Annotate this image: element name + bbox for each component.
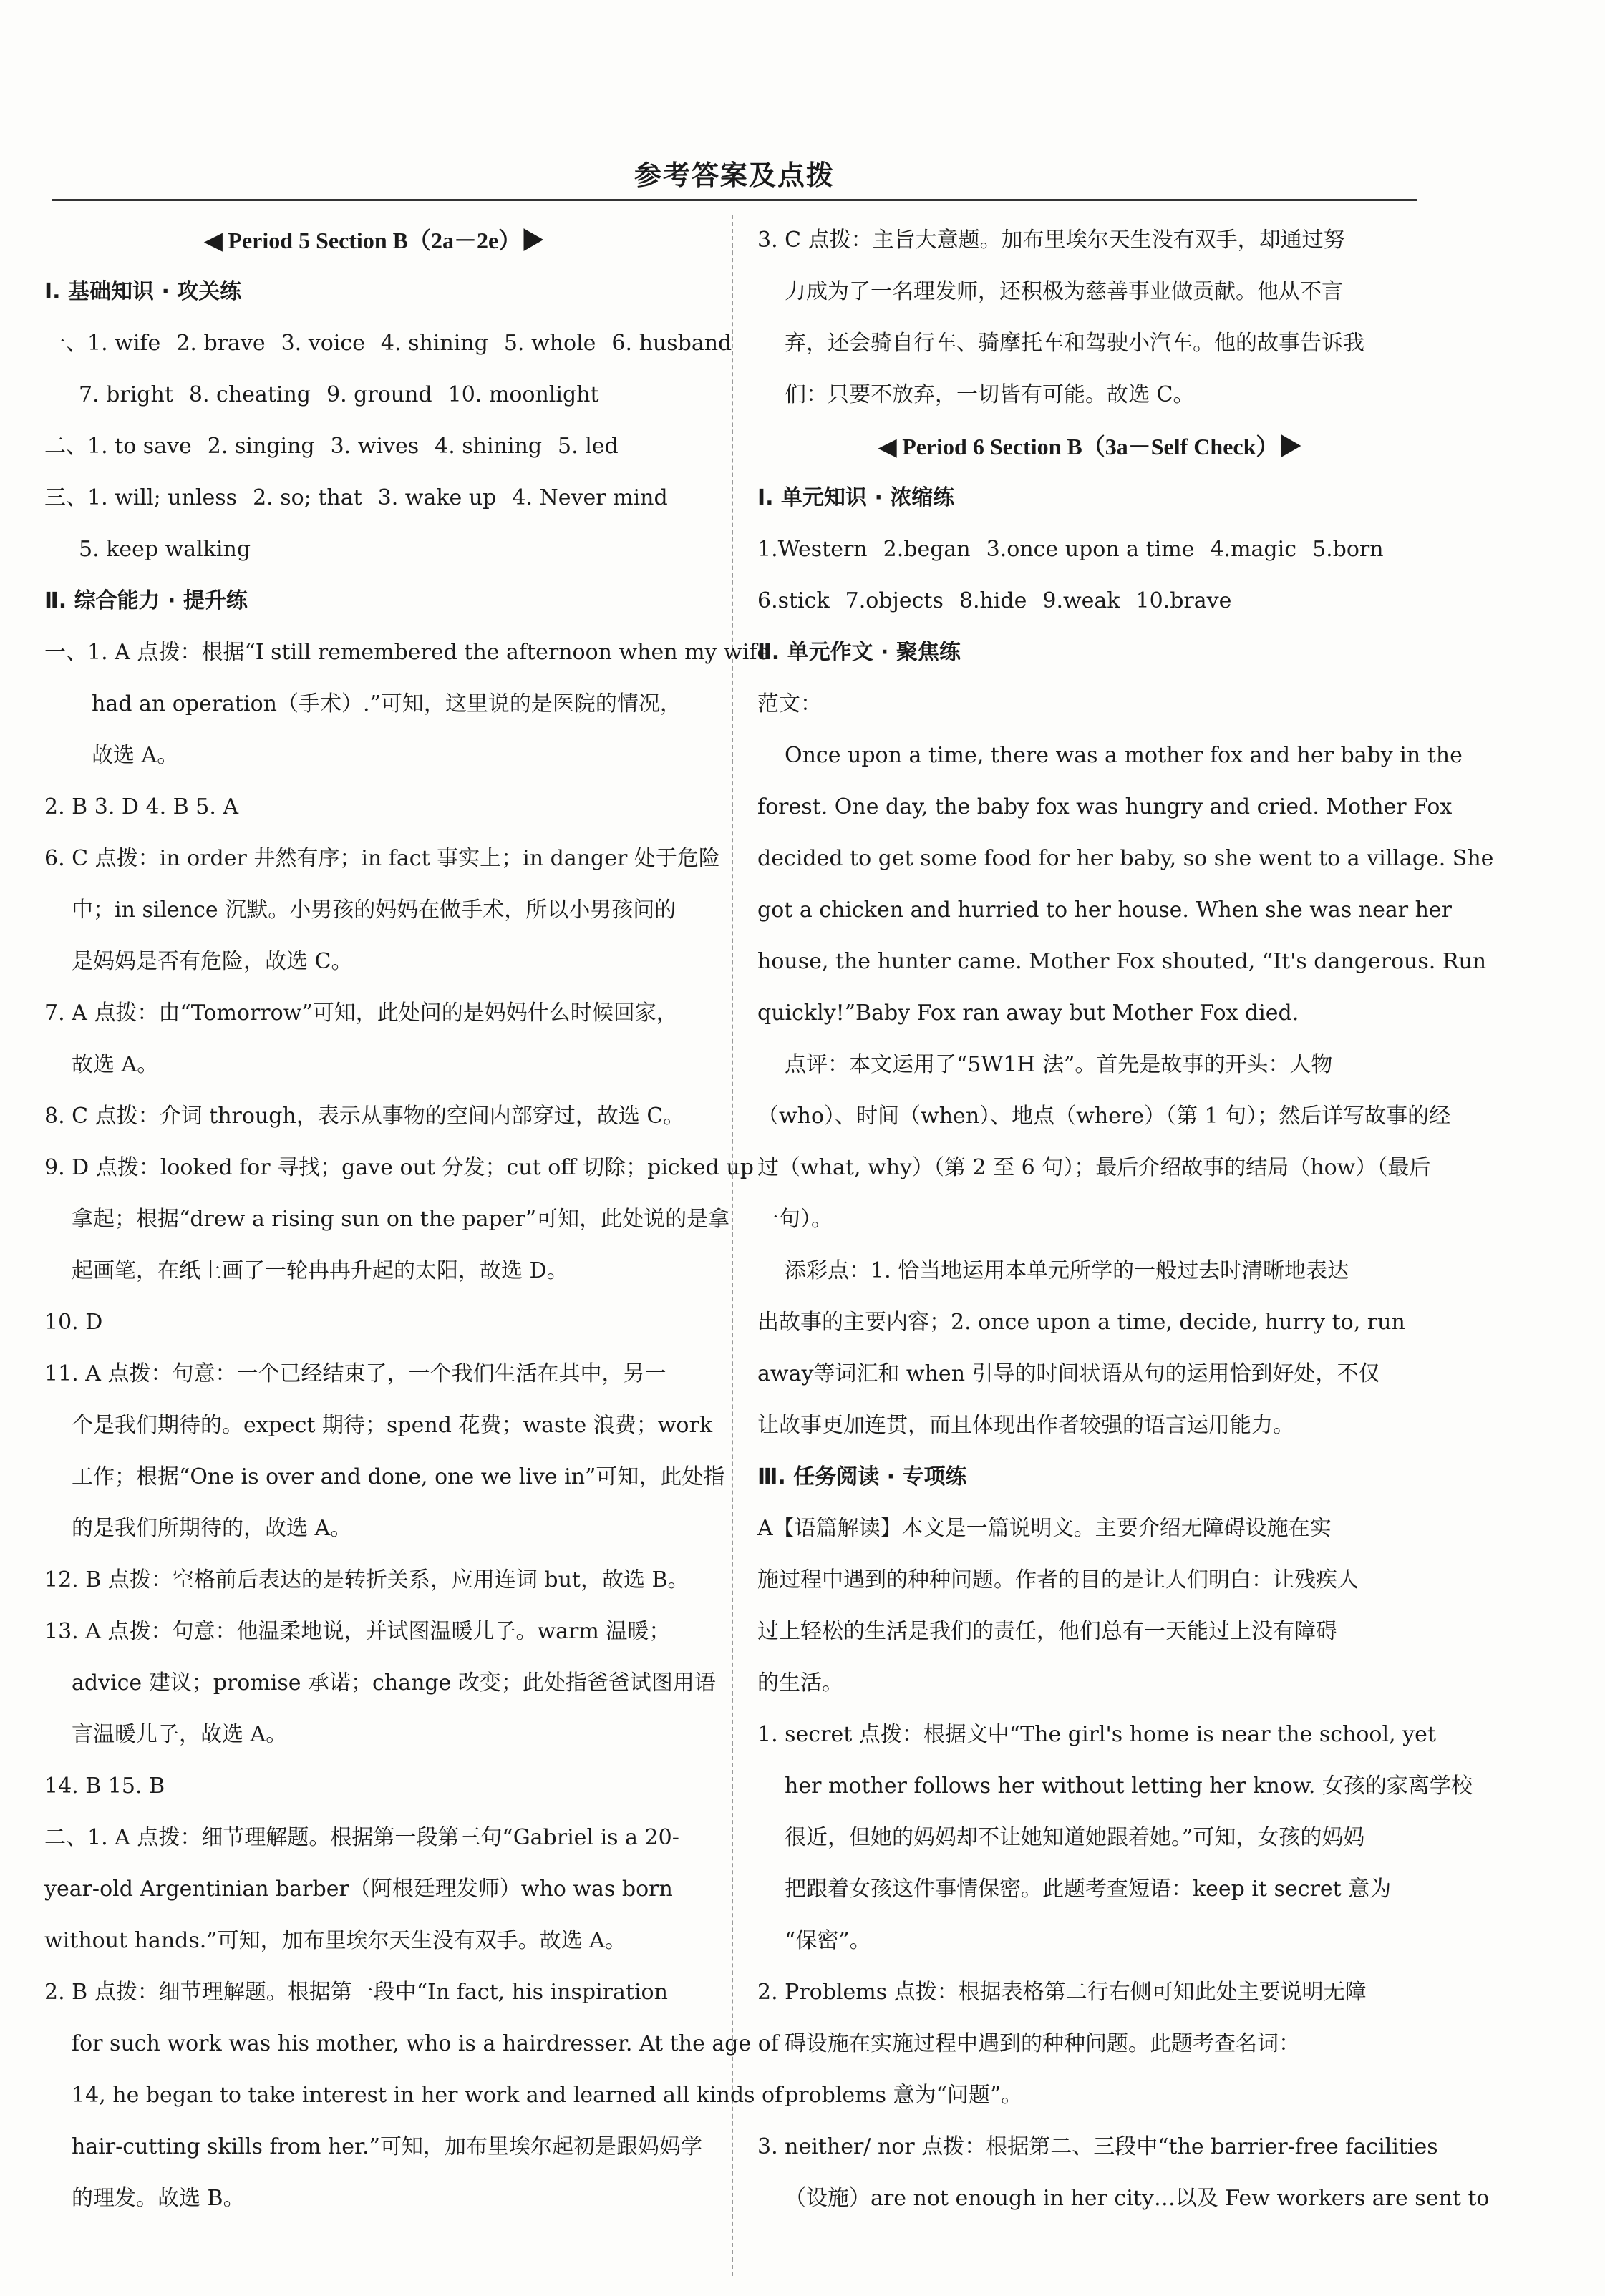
- section-heading: Ⅲ. 任务阅读 · 专项练: [757, 1464, 967, 1489]
- answer-line: 7. A 点拨：由“Tomorrow”可知，此处问的是妈妈什么时候回家，: [44, 1001, 678, 1026]
- answer-line: 工作；根据“One is over and done, one we live in”可知，此处指: [72, 1464, 725, 1489]
- answer-line: 3. C 点拨：主旨大意题。加布里埃尔天生没有双手，却通过努: [757, 228, 1345, 253]
- answer-line: problems 意为“问题”。: [785, 2083, 1023, 2108]
- answer-line: 很近，但她的妈妈却不让她知道她跟着她。”可知，女孩的妈妈: [785, 1825, 1365, 1850]
- model-essay-label: 范文：: [757, 691, 822, 716]
- answer-row: 6.stick 7.objects 8.hide 9.weak 10.brave: [757, 588, 1232, 613]
- answer-line: 起画笔，在纸上画了一轮冉冉升起的太阳，故选 D。: [72, 1258, 568, 1283]
- answer-line: 10. D: [44, 1310, 103, 1335]
- highlight-line: away等词汇和 when 引导的时间状语从句的运用恰到好处，不仅: [757, 1361, 1380, 1386]
- answer-line: “保密”。: [785, 1928, 871, 1953]
- answer-line: hair-cutting skills from her.”可知，加布里埃尔起初是跟妈妈学: [72, 2134, 702, 2159]
- passage-note-line: 施过程中遇到的种种问题。作者的目的是让人们明白：让残疾人: [757, 1567, 1359, 1592]
- answer-line: 2. B 3. D 4. B 5. A: [44, 794, 239, 819]
- essay-line: Once upon a time, there was a mother fox and her baby in the: [785, 743, 1463, 768]
- passage-note-line: A【语篇解读】本文是一篇说明文。主要介绍无障碍设施在实: [757, 1516, 1332, 1541]
- answer-line: 的理发。故选 B。: [72, 2186, 245, 2211]
- answer-line: for such work was his mother, who is a hairdresser. At the age of: [72, 2031, 779, 2056]
- section-heading: Ⅱ. 单元作文 · 聚焦练: [757, 640, 961, 665]
- answer-line: 把跟着女孩这件事情保密。此题考查短语：keep it secret 意为: [785, 1877, 1392, 1902]
- answer-line: 故选 A。: [72, 1052, 159, 1077]
- section-heading: Ⅰ. 单元知识 · 浓缩练: [757, 485, 955, 510]
- comment-line: 过（what, why）（第 2 至 6 句）；最后介绍故事的结局（how）（最后: [757, 1155, 1431, 1180]
- answer-line: 拿起；根据“drew a rising sun on the paper”可知，此处说的是拿: [72, 1207, 730, 1232]
- answer-line: 的是我们所期待的，故选 A。: [72, 1516, 352, 1541]
- answer-row: 5. keep walking: [79, 537, 251, 562]
- right-column: [757, 215, 1494, 2224]
- answer-line: 2. B 点拨：细节理解题。根据第一段中“In fact, his inspiration: [44, 1980, 668, 2005]
- answer-line: 9. D 点拨：looked for 寻找；gave out 分发；cut off 切除；picked up: [44, 1155, 754, 1180]
- answer-line: 力成为了一名理发师，还积极为慈善事业做贡献。他从不言: [785, 279, 1343, 304]
- essay-line: house, the hunter came. Mother Fox shouted, “It's dangerous. Run: [757, 949, 1487, 974]
- answer-line: 二、1. A 点拨：细节理解题。根据第一段第三句“Gabriel is a 20-: [44, 1825, 679, 1850]
- page-header: [52, 140, 1417, 201]
- answer-line: 12. B 点拨：空格前后表达的是转折关系，应用连词 but，故选 B。: [44, 1567, 689, 1592]
- answer-line: year-old Argentinian barber（阿根廷理发师）who was born: [44, 1877, 673, 1902]
- answer-line: （设施）are not enough in her city…以及 Few workers are sent to: [785, 2186, 1490, 2211]
- answer-line: 碍设施在实施过程中遇到的种种问题。此题考查名词：: [785, 2031, 1300, 2056]
- answer-line: 弃，还会骑自行车、骑摩托车和驾驶小汽车。他的故事告诉我: [785, 331, 1364, 356]
- answer-line: 是妈妈是否有危险，故选 C。: [72, 949, 353, 974]
- answer-line: 中；in silence 沉默。小男孩的妈妈在做手术，所以小男孩问的: [72, 898, 677, 923]
- answer-line: 故选 A。: [92, 743, 179, 768]
- answer-line: 8. C 点拨：介词 through，表示从事物的空间内部穿过，故选 C。: [44, 1104, 685, 1129]
- answer-line: 言温暖儿子，故选 A。: [72, 1722, 288, 1747]
- comment-line: 一句）。: [757, 1207, 833, 1232]
- answer-row: 二、1. to save 2. singing 3. wives 4. shining 5. led: [44, 434, 619, 459]
- highlight-line: 让故事更加连贯，而且体现出作者较强的语言运用能力。: [757, 1413, 1294, 1438]
- comment-line: 点评：本文运用了“5W1H 法”。首先是故事的开头：人物: [785, 1052, 1333, 1077]
- answer-line: 1. secret 点拨：根据文中“The girl's home is near the school, yet: [757, 1722, 1436, 1747]
- section-heading: Ⅰ. 基础知识 · 攻关练: [44, 279, 242, 304]
- answer-line: had an operation（手术）.”可知，这里说的是医院的情况，: [92, 691, 682, 716]
- essay-line: forest. One day, the baby fox was hungry and cried. Mother Fox: [757, 794, 1453, 819]
- answer-row: 一、1. wife 2. brave 3. voice 4. shining 5. whole 6. husband: [44, 331, 732, 356]
- answer-line: 个是我们期待的。expect 期待；spend 花费；waste 浪费；work: [72, 1413, 713, 1438]
- section-title: ◀ Period 6 Section B（3a－Self Check）▶: [878, 434, 1302, 459]
- passage-note-line: 过上轻松的生活是我们的责任，他们总有一天能过上没有障碍: [757, 1619, 1337, 1644]
- comment-line: （who）、时间（when）、地点（where）（第 1 句）；然后详写故事的经: [757, 1104, 1451, 1129]
- answer-line: 11. A 点拨：句意：一个已经结束了，一个我们生活在其中，另一: [44, 1361, 666, 1386]
- answer-line: 3. neither/ nor 点拨：根据第二、三段中“the barrier-free facilities: [757, 2134, 1438, 2159]
- answer-row: 三、1. will; unless 2. so; that 3. wake up 4. Never mind: [44, 485, 668, 510]
- section-heading: Ⅱ. 综合能力 · 提升练: [44, 588, 248, 613]
- passage-note-line: 的生活。: [757, 1670, 843, 1696]
- answer-row: 1.Western 2.began 3.once upon a time 4.magic 5.born: [757, 537, 1384, 562]
- essay-line: decided to get some food for her baby, so she went to a village. She: [757, 846, 1494, 871]
- answer-line: 们：只要不放弃，一切皆有可能。故选 C。: [785, 382, 1195, 407]
- answer-line: her mother follows her without letting her know. 女孩的家离学校: [785, 1774, 1473, 1799]
- answer-line: 一、1. A 点拨：根据“I still remembered the afternoon when my wife: [44, 640, 770, 665]
- answer-line: advice 建议；promise 承诺；change 改变；此处指爸爸试图用语: [72, 1670, 716, 1696]
- page-title: 参考答案及点拨: [634, 160, 835, 191]
- essay-line: got a chicken and hurried to her house. When she was near her: [757, 898, 1453, 923]
- column-divider: [732, 215, 733, 2276]
- answer-line: 13. A 点拨：句意：他温柔地说，并试图温暖儿子。warm 温暖；: [44, 1619, 671, 1644]
- answer-row: 7. bright 8. cheating 9. ground 10. moonlight: [79, 382, 599, 407]
- left-column: [44, 215, 783, 2224]
- highlight-line: 出故事的主要内容；2. once upon a time, decide, hurry to, run: [757, 1310, 1405, 1335]
- highlight-line: 添彩点：1. 恰当地运用本单元所学的一般过去时清晰地表达: [785, 1258, 1349, 1283]
- essay-line: quickly!”Baby Fox ran away but Mother Fox died.: [757, 1001, 1299, 1026]
- answer-line: without hands.”可知，加布里埃尔天生没有双手。故选 A。: [44, 1928, 626, 1953]
- section-title: ◀ Period 5 Section B（2a－2e）▶: [204, 228, 545, 253]
- answer-line: 2. Problems 点拨：根据表格第二行右侧可知此处主要说明无障: [757, 1980, 1367, 2005]
- answer-line: 14. B 15. B: [44, 1774, 165, 1799]
- answer-line: 14, he began to take interest in her work and learned all kinds of: [72, 2083, 783, 2108]
- answer-line: 6. C 点拨：in order 井然有序；in fact 事实上；in danger 处于危险: [44, 846, 720, 871]
